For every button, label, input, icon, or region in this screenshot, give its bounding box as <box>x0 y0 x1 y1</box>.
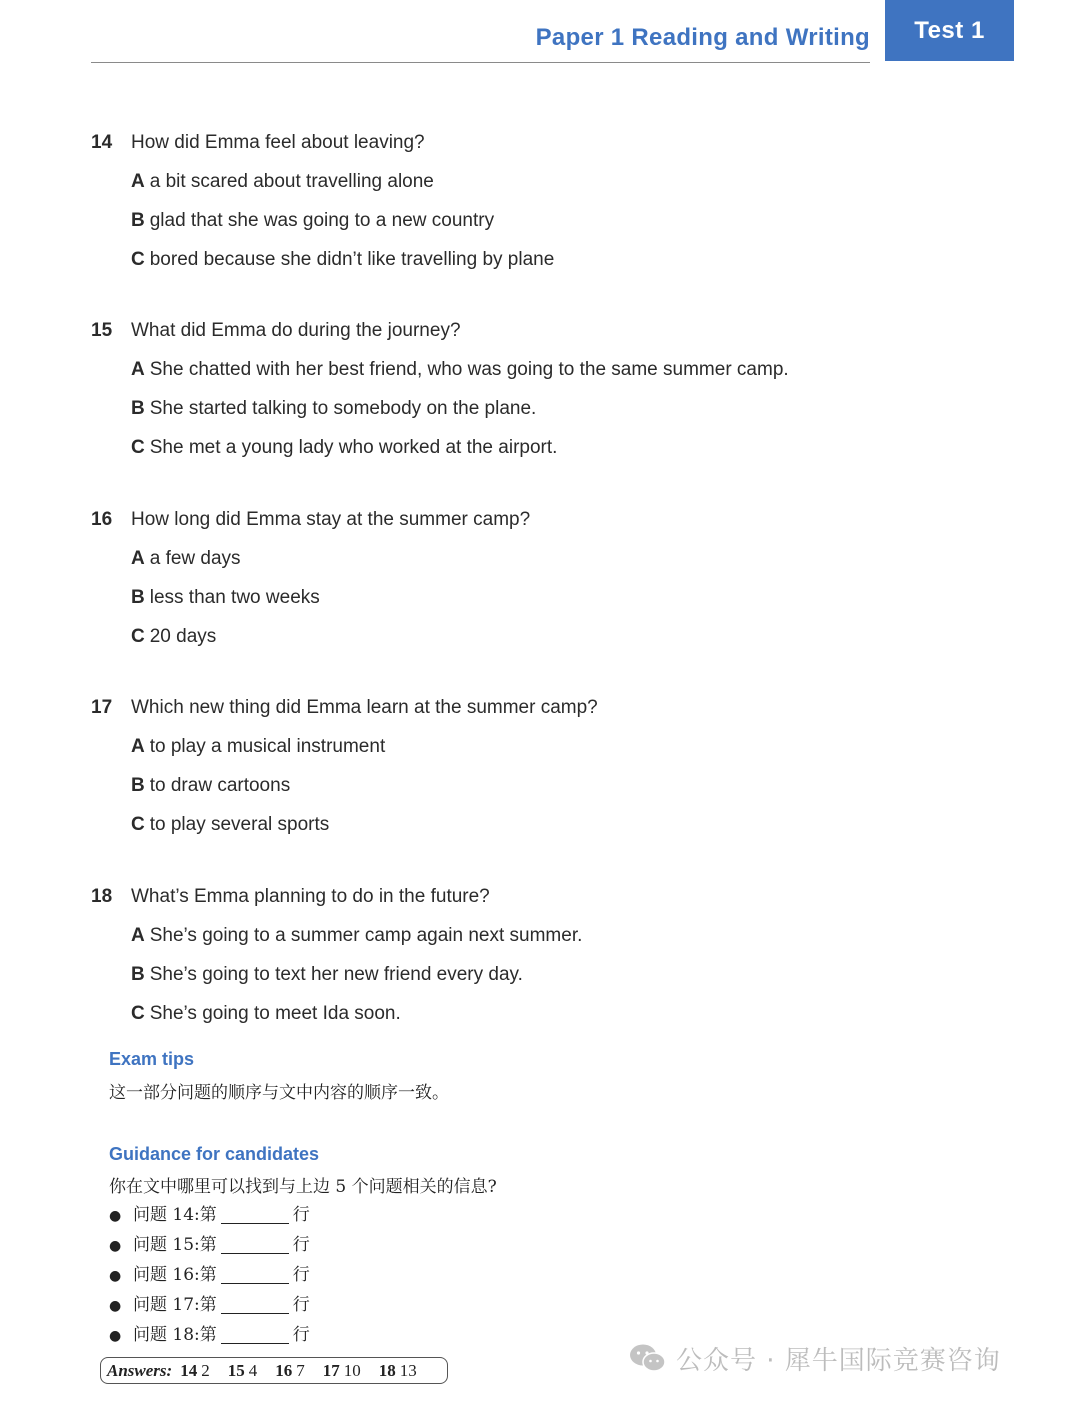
option-letter: A <box>131 171 145 192</box>
question-number: 14 <box>91 132 113 153</box>
option-b <box>91 583 891 613</box>
header-title: Paper 1 Reading and Writing <box>535 24 870 51</box>
watermark <box>628 1340 1001 1376</box>
answer-value: 10 <box>343 1360 361 1380</box>
wechat-icon <box>628 1343 668 1373</box>
option-text: She’s going to meet Ida soon. <box>149 1003 401 1024</box>
guidance-item-prefix: 问题 16:第 <box>133 1265 217 1285</box>
option-a <box>91 544 891 574</box>
answer-question: 14 <box>180 1360 198 1380</box>
option-letter: A <box>131 736 145 757</box>
question-text: What did Emma do during the journey? <box>131 320 461 341</box>
guidance-item-suffix: 行 <box>292 1235 310 1255</box>
option-a <box>91 355 891 385</box>
answer-question: 18 <box>378 1360 396 1380</box>
option-a <box>91 167 891 197</box>
option-letter: C <box>131 1003 145 1024</box>
exam-tips-text: 这一部分问题的顺序与文中内容的顺序一致。 <box>109 1083 449 1103</box>
option-b <box>91 206 891 236</box>
answer-blank <box>221 1235 289 1254</box>
guidance-item-suffix: 行 <box>292 1295 310 1315</box>
answer-pair <box>228 1361 258 1381</box>
answer-question: 15 <box>227 1360 245 1380</box>
guidance-item-suffix: 行 <box>292 1205 310 1225</box>
guidance-list <box>109 1200 310 1350</box>
bullet-icon: ● <box>109 1208 122 1224</box>
option-a <box>91 921 891 951</box>
option-c <box>91 810 891 840</box>
question-14 <box>91 128 891 275</box>
answer-question: 17 <box>322 1360 340 1380</box>
answer-value: 4 <box>248 1360 258 1380</box>
answer-blank <box>221 1295 289 1314</box>
question-number: 18 <box>91 886 113 907</box>
answer-value: 13 <box>399 1360 417 1380</box>
guidance-heading: Guidance for candidates <box>109 1144 320 1164</box>
bullet-icon: ● <box>109 1238 122 1254</box>
answer-value: 2 <box>201 1360 210 1380</box>
question-18 <box>91 882 891 1029</box>
option-text: to play a musical instrument <box>149 736 386 757</box>
guidance-intro: 你在文中哪里可以找到与上边 5 个问题相关的信息? <box>109 1177 497 1197</box>
option-letter: C <box>131 437 145 458</box>
option-text: She started talking to somebody on the plane. <box>149 398 537 419</box>
question-number: 15 <box>91 320 113 341</box>
option-b <box>91 960 891 990</box>
guidance-item <box>109 1320 310 1350</box>
guidance-item <box>109 1200 310 1230</box>
question-16 <box>91 505 891 652</box>
header-divider <box>91 62 870 63</box>
option-letter: B <box>131 210 145 231</box>
option-b <box>91 394 891 424</box>
guidance-item-suffix: 行 <box>292 1265 310 1285</box>
bullet-icon: ● <box>109 1328 122 1344</box>
question-number: 16 <box>91 509 113 530</box>
option-letter: A <box>131 359 145 380</box>
option-letter: A <box>131 548 145 569</box>
option-text: bored because she didn’t like travelling by plane <box>149 249 555 270</box>
option-letter: C <box>131 814 145 835</box>
question-stem <box>91 316 891 346</box>
option-letter: B <box>131 398 145 419</box>
answer-blank <box>221 1205 289 1224</box>
option-text: 20 days <box>149 626 217 647</box>
question-stem <box>91 882 891 912</box>
question-stem <box>91 128 891 158</box>
option-text: a bit scared about travelling alone <box>149 171 434 192</box>
option-c <box>91 245 891 275</box>
guidance-item-suffix: 行 <box>292 1325 310 1345</box>
option-c <box>91 433 891 463</box>
answer-pair <box>275 1361 305 1381</box>
answers-box <box>100 1357 448 1384</box>
option-text: to draw cartoons <box>149 775 291 796</box>
question-text: How long did Emma stay at the summer camp? <box>131 509 531 530</box>
option-c <box>91 999 891 1029</box>
guidance-item-prefix: 问题 14:第 <box>133 1205 217 1225</box>
option-letter: B <box>131 587 145 608</box>
test-tab: Test 1 <box>885 0 1014 61</box>
option-text: She met a young lady who worked at the airport. <box>149 437 558 458</box>
option-letter: C <box>131 626 145 647</box>
option-text: less than two weeks <box>149 587 320 608</box>
answer-value: 7 <box>296 1360 305 1380</box>
option-c <box>91 622 891 652</box>
option-text: She’s going to a summer camp again next summer. <box>149 925 583 946</box>
answer-blank <box>221 1325 289 1344</box>
option-letter: B <box>131 775 145 796</box>
option-text: a few days <box>149 548 241 569</box>
option-a <box>91 732 891 762</box>
option-text: glad that she was going to a new country <box>149 210 495 231</box>
guidance-item <box>109 1230 310 1260</box>
watermark-text: 公众号 · 犀牛国际竞赛咨询 <box>676 1345 1001 1376</box>
question-text: How did Emma feel about leaving? <box>131 132 425 153</box>
guidance-item <box>109 1290 310 1320</box>
guidance-item <box>109 1260 310 1290</box>
option-letter: A <box>131 925 145 946</box>
option-letter: C <box>131 249 145 270</box>
question-stem <box>91 505 891 535</box>
question-text: Which new thing did Emma learn at the summer camp? <box>131 697 598 718</box>
question-17 <box>91 693 891 840</box>
option-text: to play several sports <box>149 814 330 835</box>
option-text: She’s going to text her new friend every day. <box>149 964 523 985</box>
question-stem <box>91 693 891 723</box>
bullet-icon: ● <box>109 1268 122 1284</box>
bullet-icon: ● <box>109 1298 122 1314</box>
guidance-item-prefix: 问题 17:第 <box>133 1295 217 1315</box>
option-text: She chatted with her best friend, who was going to the same summer camp. <box>149 359 789 380</box>
option-b <box>91 771 891 801</box>
exam-tips-heading: Exam tips <box>109 1049 195 1069</box>
question-text: What’s Emma planning to do in the future? <box>131 886 490 907</box>
question-15 <box>91 316 891 463</box>
answers-label: Answers: <box>107 1360 173 1380</box>
answer-pair <box>379 1361 417 1381</box>
question-number: 17 <box>91 697 113 718</box>
option-letter: B <box>131 964 145 985</box>
answer-blank <box>221 1265 289 1284</box>
guidance-item-prefix: 问题 15:第 <box>133 1235 217 1255</box>
answer-question: 16 <box>275 1360 293 1380</box>
answer-pair <box>323 1361 361 1381</box>
answer-pair <box>180 1361 210 1381</box>
guidance-item-prefix: 问题 18:第 <box>133 1325 217 1345</box>
